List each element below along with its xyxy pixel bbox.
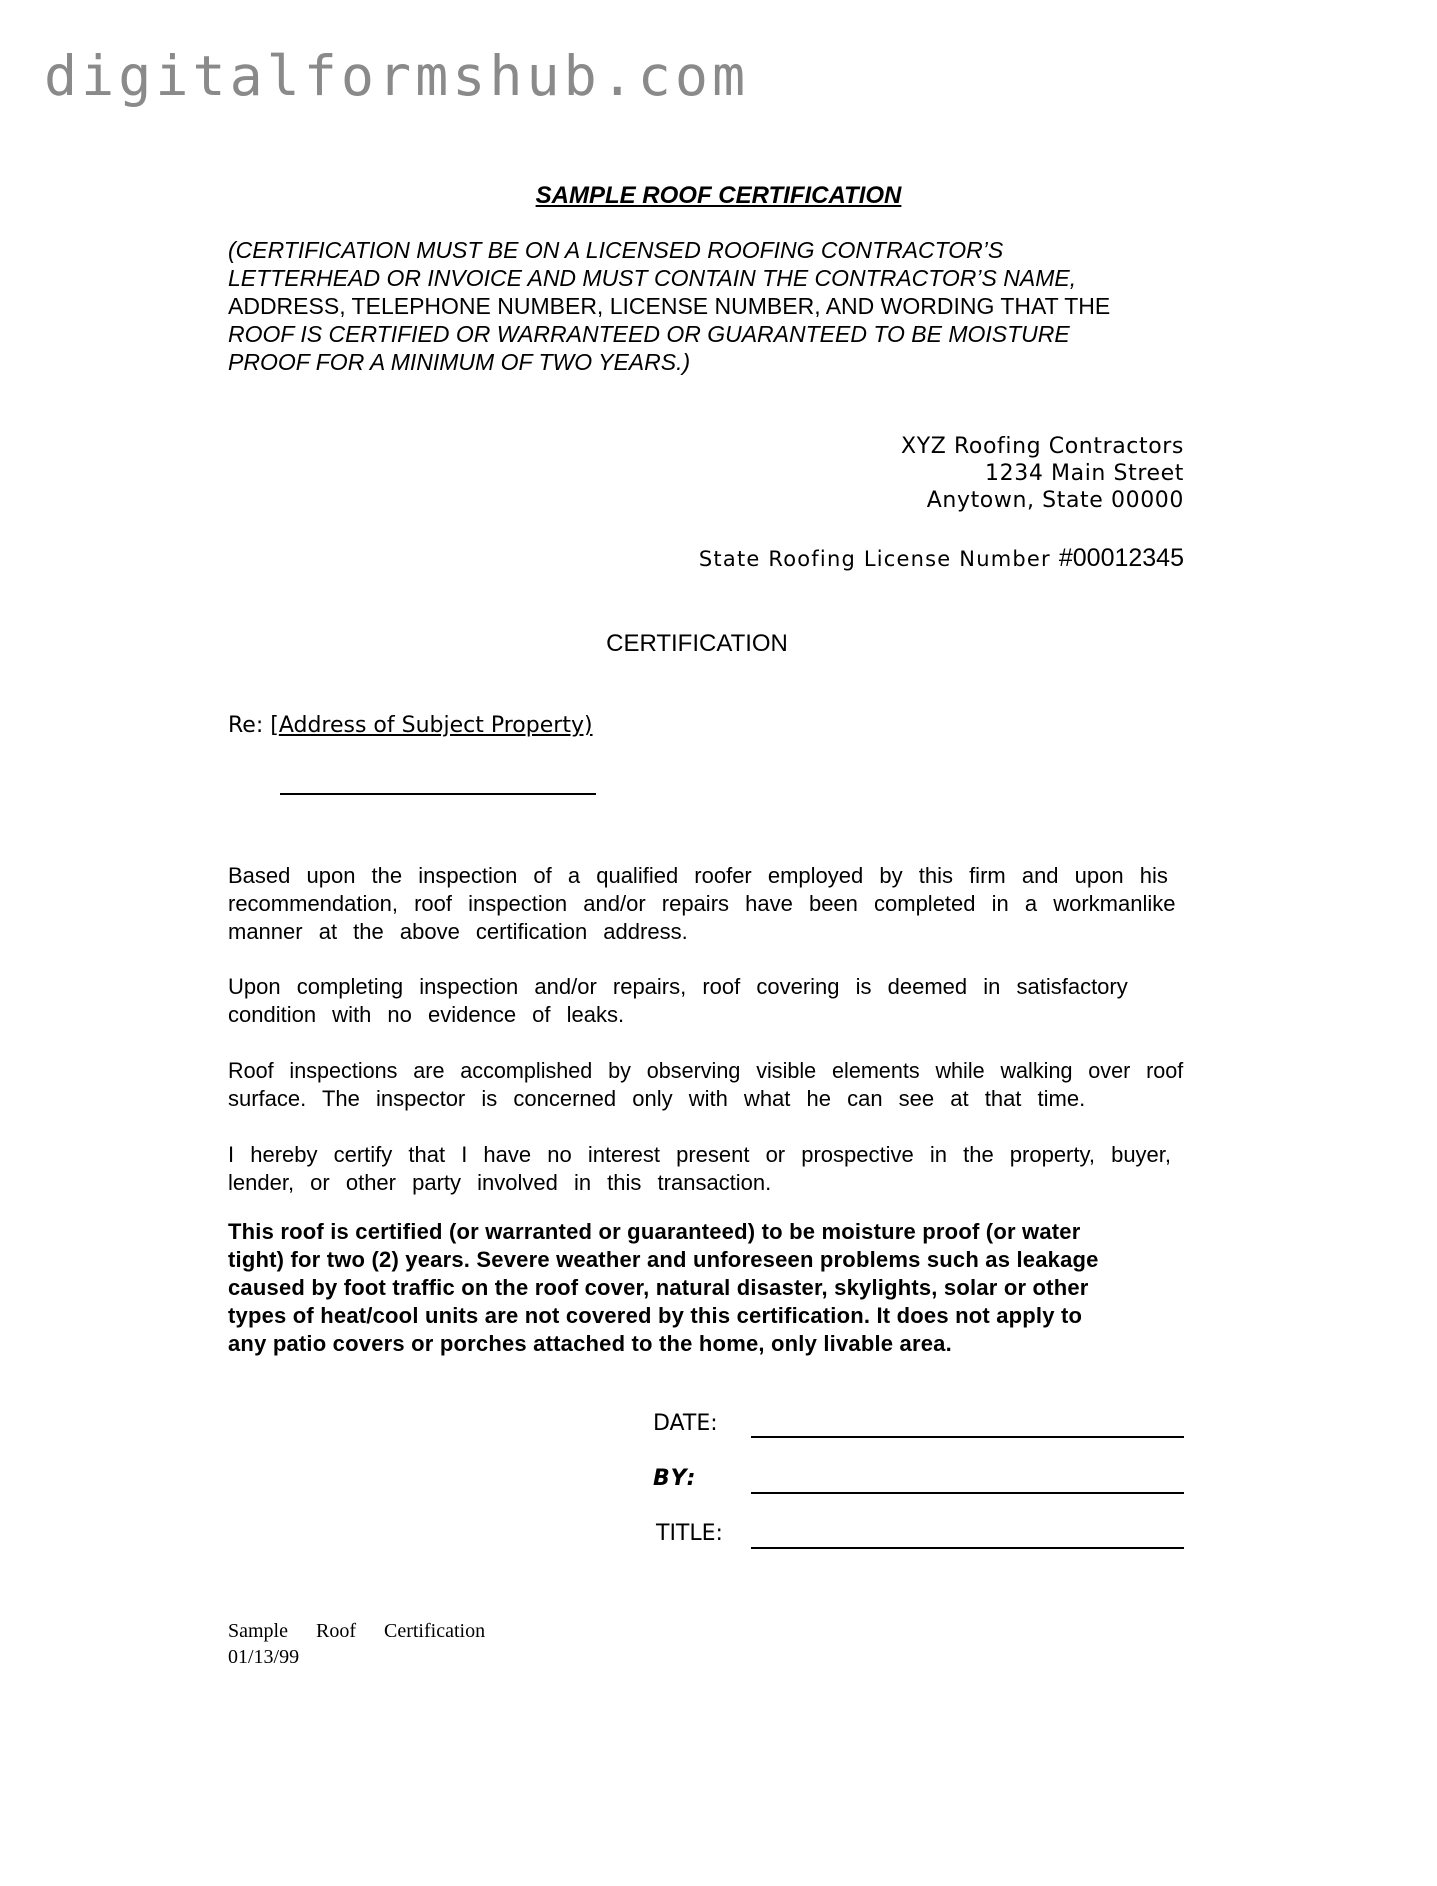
by-label: BY: [653,1466,698,1491]
date-field-line[interactable] [751,1436,1184,1438]
re-line [228,713,593,738]
instructions-block [228,236,1178,376]
paragraph-line: surface. The inspector is concerned only with what he can see at that time. [228,1086,1086,1111]
warranty-line: tight) for two (2) years. Severe weather and unforeseen problems such as leakage [228,1247,1099,1272]
paragraph-line: manner at the above certification address. [228,919,688,944]
certification-heading: CERTIFICATION [606,630,788,657]
warranty-line: types of heat/cool units are not covered by this certification. It does not apply to [228,1303,1083,1328]
date-label: DATE: [653,1411,718,1436]
warranty-line: This roof is certified (or warranted or guaranteed) to be moisture proof (or water [228,1219,1081,1244]
paragraph-line: lender, or other party involved in this transaction. [228,1170,772,1195]
paragraph-line: Roof inspections are accomplished by observing visible elements while walking over roof [228,1058,1184,1083]
title-label: TITLE: [656,1521,723,1546]
paragraph-disclaimer [228,1141,1183,1197]
footer-word: Sample [228,1620,288,1642]
instruction-line: ROOF IS CERTIFIED OR WARRANTEED OR GUARANTEED TO BE MOISTURE [228,321,1070,347]
instruction-line: PROOF FOR A MINIMUM OF TWO YEARS.) [228,349,691,375]
footer-word: Certification [384,1620,486,1642]
footer-date: 01/13/99 [228,1646,300,1668]
instruction-line: LETTERHEAD OR INVOICE AND MUST CONTAIN THE CONTRACTOR’S NAME, [228,265,1077,291]
contractor-street: 1234 Main Street [985,461,1184,486]
instruction-line: ADDRESS, TELEPHONE NUMBER, LICENSE NUMBER, AND WORDING THAT THE [228,293,1111,319]
watermark: digitalformshub.com [44,44,750,108]
document-title: SAMPLE ROOF CERTIFICATION [535,182,902,209]
paragraph-line: recommendation, roof inspection and/or repairs have been completed in a workmanlike [228,891,1176,916]
footer-word: Roof [316,1620,356,1642]
re-prefix: Re: [ [228,713,279,738]
footer [228,1618,513,1670]
paragraph-condition [228,973,1183,1029]
title-field-line[interactable] [751,1547,1184,1549]
paragraph-line: Based upon the inspection of a qualified roofer employed by this firm and upon his [228,863,1168,888]
signature-field-line[interactable] [751,1492,1184,1494]
contractor-name: XYZ Roofing Contractors [901,434,1184,459]
warranty-line: any patio covers or porches attached to the home, only livable area. [228,1331,952,1356]
subject-property-address-field[interactable]: Address of Subject Property) [278,713,593,738]
license-number: #00012345 [1058,544,1184,572]
warranty-statement [228,1218,1183,1358]
paragraph-line: condition with no evidence of leaks. [228,1002,625,1027]
footer-caption [228,1618,513,1644]
license-line [699,544,1184,573]
paragraph-line: I hereby certify that I have no interest present or prospective in the property, buyer, [228,1142,1172,1167]
instruction-line: (CERTIFICATION MUST BE ON A LICENSED ROOFING CONTRACTOR’S [228,237,1004,263]
subject-property-blank-line[interactable] [280,793,596,795]
paragraph-inspection [228,862,1183,946]
paragraph-method [228,1057,1183,1113]
contractor-city-state: Anytown, State 00000 [926,488,1184,513]
license-label: State Roofing License Number [698,547,1051,571]
paragraph-line: Upon completing inspection and/or repairs, roof covering is deemed in satisfactory [228,974,1128,999]
contractor-address-block [901,433,1184,514]
warranty-line: caused by foot traffic on the roof cover, natural disaster, skylights, solar or other [228,1275,1089,1300]
